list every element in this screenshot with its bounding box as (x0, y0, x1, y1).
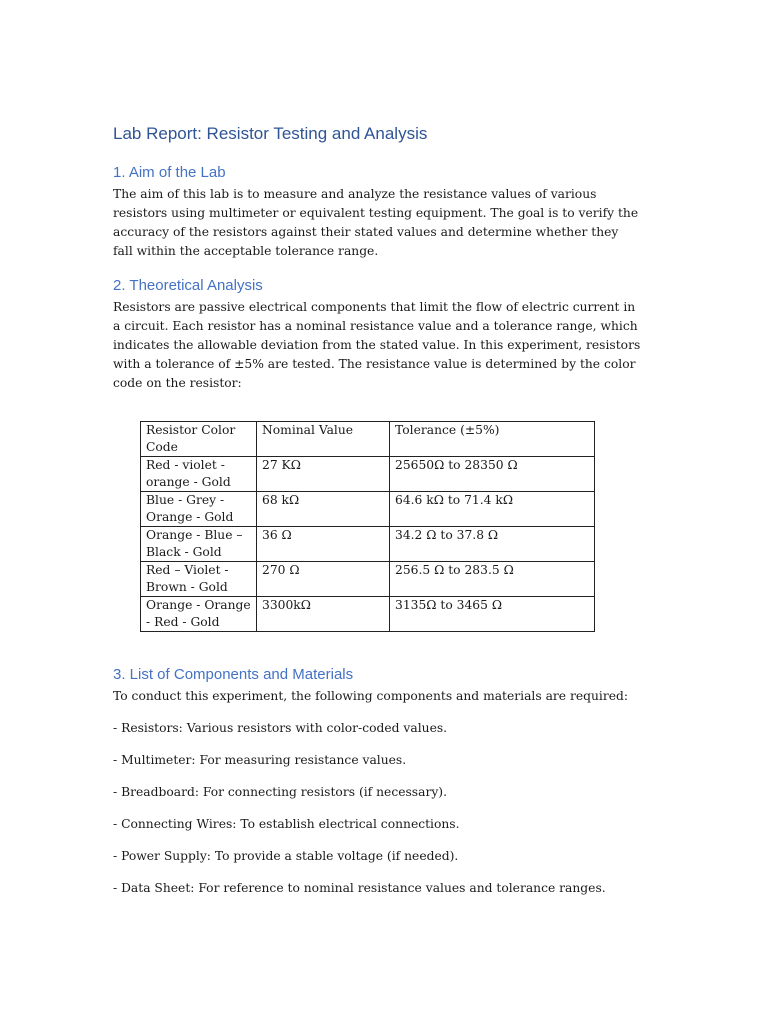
list-item: - Breadboard: For connecting resistors (if necessary). (113, 785, 447, 799)
table-header-cell: Resistor Color Code (141, 422, 257, 457)
table-cell: Red – Violet - Brown - Gold (141, 562, 257, 597)
table-cell: Orange - Orange - Red - Gold (141, 597, 257, 632)
table-row (141, 457, 595, 492)
table-header-row (141, 422, 595, 457)
list-item: - Resistors: Various resistors with color-coded values. (113, 721, 448, 735)
components-intro: To conduct this experiment, the following components and materials are required: (113, 689, 629, 703)
table-cell: 25650Ω to 28350 Ω (390, 457, 595, 492)
list-item: - Data Sheet: For reference to nominal resistance values and tolerance ranges. (113, 881, 606, 895)
theory-paragraph: Resistors are passive electrical components that limit the flow of electric current in a circuit. Each resistor has a nominal resistance value and a tolerance range, which indicates the allowable deviation from the stated value. In this experiment, resistors with a tolerance of ±5% are tested. The resistance value is determined by the color code on the resistor: (113, 300, 641, 390)
table-cell: 68 kΩ (257, 492, 390, 527)
list-item: - Multimeter: For measuring resistance values. (113, 753, 407, 767)
table-row (141, 562, 595, 597)
table-cell: Blue - Grey - Orange - Gold (141, 492, 257, 527)
section-heading-theory: 2. Theoretical Analysis (113, 277, 263, 294)
table-cell: 64.6 kΩ to 71.4 kΩ (390, 492, 595, 527)
table-cell: Orange - Blue – Black - Gold (141, 527, 257, 562)
resistor-tolerance-table (140, 421, 595, 632)
table-cell: 27 KΩ (257, 457, 390, 492)
table-row (141, 492, 595, 527)
table-cell: 3135Ω to 3465 Ω (390, 597, 595, 632)
table-cell: 256.5 Ω to 283.5 Ω (390, 562, 595, 597)
table-cell: 36 Ω (257, 527, 390, 562)
list-item: - Connecting Wires: To establish electrical connections. (113, 817, 460, 831)
aim-paragraph: The aim of this lab is to measure and analyze the resistance values of various resistors using multimeter or equivalent testing equipment. The goal is to verify the accuracy of the resistors against their stated values and determine whether they fall within the acceptable tolerance range. (113, 187, 639, 258)
table-row (141, 527, 595, 562)
table-cell: 3300kΩ (257, 597, 390, 632)
section-heading-components: 3. List of Components and Materials (113, 666, 354, 683)
table-cell: Red - violet - orange - Gold (141, 457, 257, 492)
table-cell: 34.2 Ω to 37.8 Ω (390, 527, 595, 562)
table-row (141, 597, 595, 632)
table-cell: 270 Ω (257, 562, 390, 597)
table-header-cell: Nominal Value (257, 422, 390, 457)
table-header-cell: Tolerance (±5%) (390, 422, 595, 457)
section-heading-aim: 1. Aim of the Lab (113, 164, 226, 181)
document-title: Lab Report: Resistor Testing and Analysis (113, 124, 428, 143)
list-item: - Power Supply: To provide a stable voltage (if needed). (113, 849, 459, 863)
